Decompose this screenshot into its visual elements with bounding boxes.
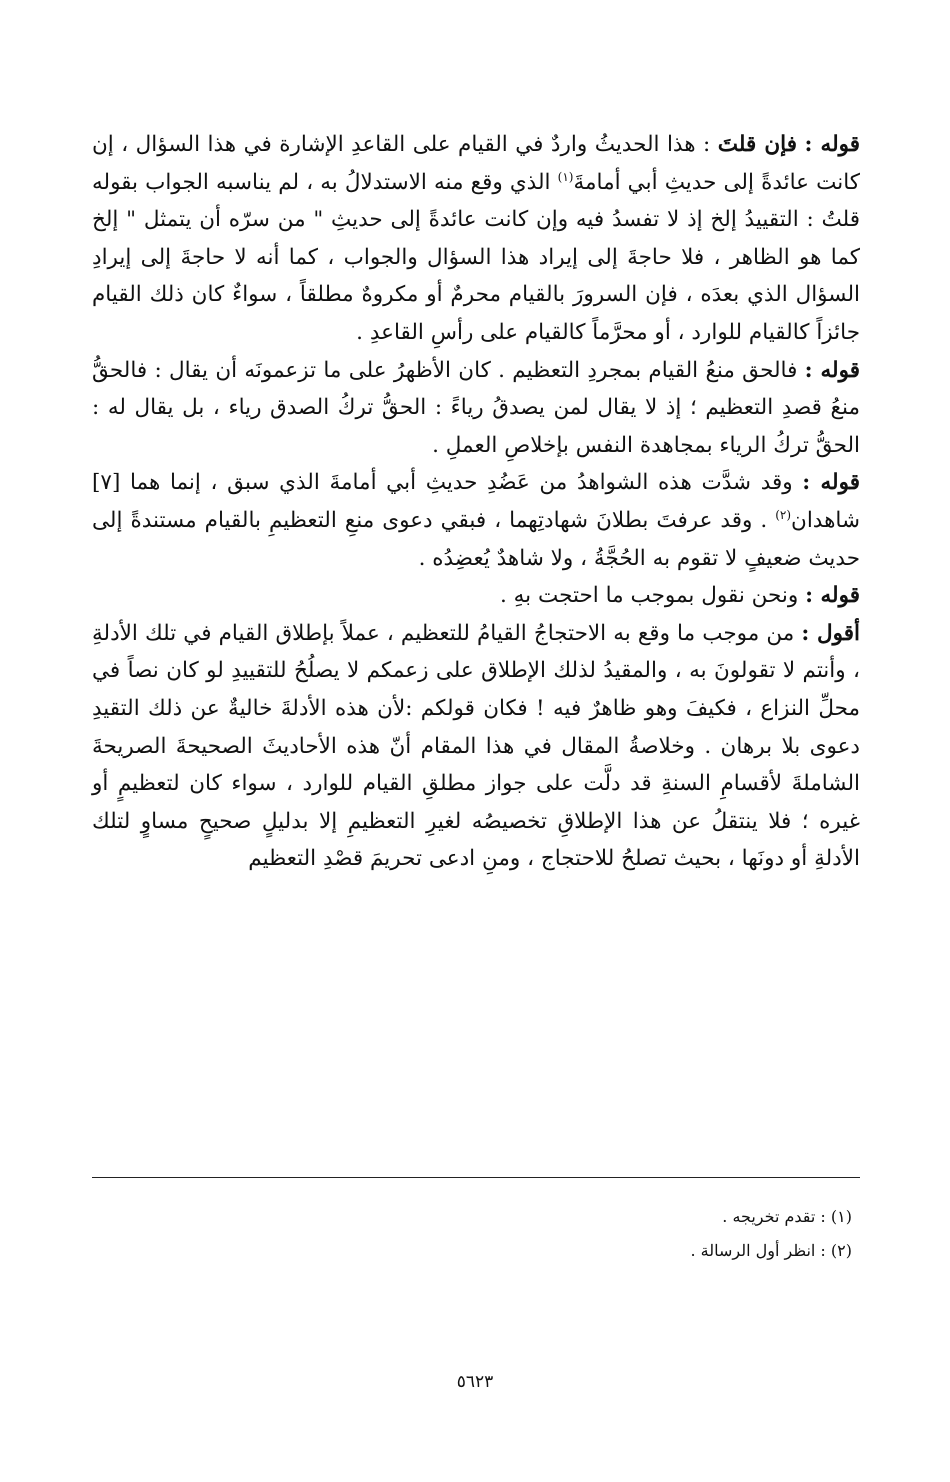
paragraph-text: . وقد عرفتَ بطلانَ شهادتِهما ، فبقي دعوى منعِ التعظيمِ بالقيام مستندةً إلى حديث ضعيفٍ لا تقوم به الحُجَّةُ ، ولا شاهدٌ يُعضِدُه . bbox=[92, 507, 860, 571]
paragraph-text: شاهدان bbox=[791, 507, 860, 533]
objection-keyword: فإن قلتَ bbox=[717, 132, 797, 157]
paragraph-5 bbox=[92, 615, 860, 878]
paragraph-text: الذي وقع منه الاستدلالُ به ، لم يناسبه الجواب بقوله قلتُ : التقييدُ إلخ إذ لا تفسدُ فيه وإن كانت عائدةً إلى حديثِ " من سرّه أن يتمثل " إلخ كما هو الظاهر ، فلا حاجةَ إلى إيراد هذا السؤال والجواب ، كما أنه لا حاجةَ إلى إيرادِ السؤال الذي بعدَه ، فإن السرورَ بالقيام محرمٌ أو مكروهٌ مطلقاً ، سواءٌ كان ذلك القيام جائزاً كالقيام للوارد ، أو محرَّماً كالقيام على رأسِ القاعدِ . bbox=[92, 169, 860, 345]
paragraph-text: : هذا الحديثُ واردٌ في القيام على القاعدِ الإشارة في هذا السؤال ، إن كانت عائدةً إلى حديثِ أبي أمامةَ bbox=[92, 132, 861, 195]
paragraph-keyword: قوله : bbox=[804, 132, 861, 157]
footnote-ref-2: (٢) bbox=[775, 507, 792, 522]
paragraph-keyword: قوله : bbox=[802, 470, 860, 496]
paragraph-text: من موجب ما وقع به الاحتجاجُ القيامُ للتعظيم ، عملاً بإطلاق القيام في تلك الأدلةِ ، وأنتم لا تقولونَ به ، والمقيدُ لذلك الإطلاق على زعمكم لا يصلُحُ للتقييدِ لو كان نصاً في محلِّ النزاع ، فكيفَ وهو ظاهرٌ فيه ! فكان قولكم :لأن هذه الأدلةَ خاليةٌ عن ذلك التقيدِ دعوى بلا برهان . وخلاصةُ المقال في هذا المقام أنّ هذه الأحاديثَ الصحيحةَ الصريحةَ الشاملةَ لأقسامِ السنةِ قد دلَّت على جواز مطلقِ القيام للوارد ، سواء كان لتعظيمٍ أو غيره ؛ فلا ينتقلُ عن هذا الإطلاقِ تخصيصُه لغيرِ التعظيمِ إلا بدليلٍ صحيحٍ مساوٍ لتلك الأدلةِ أو دونَها ، بحيث تصلحُ للاحتجاج ، ومنِ ادعى تحريمَ قصْدِ التعظيم bbox=[92, 620, 860, 872]
paragraph-keyword: قوله : bbox=[804, 357, 860, 383]
paragraph-3 bbox=[92, 464, 860, 577]
footnote-ref-1: (١) bbox=[557, 169, 574, 184]
footnote-2: (٢) : انظر أول الرسالة . bbox=[690, 1241, 852, 1260]
footnote-divider bbox=[92, 1177, 860, 1178]
paragraph-text: ونحن نقول بموجب ما احتجت بهِ . bbox=[499, 583, 806, 609]
paragraph-keyword: قوله : bbox=[805, 583, 860, 609]
paragraph-1 bbox=[92, 126, 860, 352]
paragraph-text: فالحق منعُ القيام بمجردِ التعظيم . كان الأظهرُ على ما تزعمونَه أن يقال : فالحقُّ منعُ قصدِ التعظيم ؛ إذ لا يقال لمن يصدقُ رياءً : الحقُّ تركُ الصدق رياء ، بل يقال له : الحقُّ تركُ الرياء بمجاهدة النفس بإخلاصِ العملِ . bbox=[92, 357, 860, 458]
paragraph-2 bbox=[92, 352, 860, 465]
page-marker: [٧] bbox=[92, 470, 121, 496]
paragraph-4 bbox=[92, 577, 860, 615]
main-text bbox=[92, 126, 860, 878]
paragraph-keyword: أقول : bbox=[801, 620, 861, 646]
page-number: ٥٦٢٣ bbox=[456, 1372, 494, 1392]
footnote-1: (١) : تقدم تخريجه . bbox=[722, 1207, 852, 1226]
paragraph-text: وقد شدَّت هذه الشواهدُ من عَضُدِ حديثِ أبي أمامةَ الذي سبق ، إنما هما bbox=[120, 470, 803, 496]
footnotes bbox=[92, 1200, 860, 1268]
